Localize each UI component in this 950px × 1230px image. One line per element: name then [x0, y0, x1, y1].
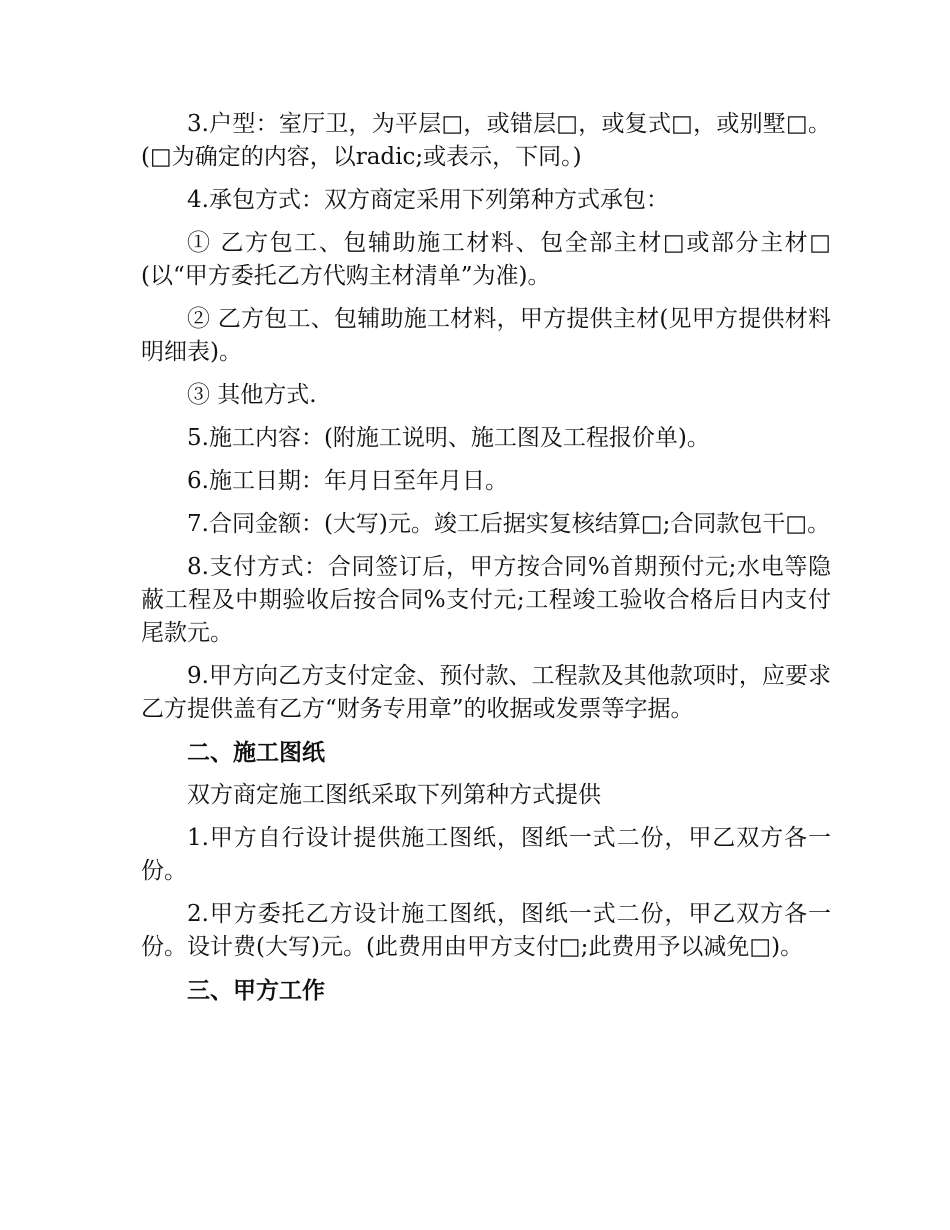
- paragraph-drawings-option-1: 1.甲方自行设计提供施工图纸，图纸一式二份，甲乙双方各一份。: [141, 825, 831, 884]
- paragraph-contract-method: 4.承包方式：双方商定采用下列第种方式承包：: [187, 187, 669, 213]
- paragraph-contract-amount: 7.合同金额：(大写)元。竣工后据实复核结算□;合同款包干□。: [187, 511, 831, 537]
- paragraph-household-type: 3.户型：室厅卫，为平层□，或错层□，或复式□，或别墅□。(□为确定的内容，以radic;或表示，下同。): [141, 111, 831, 170]
- paragraph-payment-method: 8.支付方式：合同签订后，甲方按合同%首期预付元;水电等隐蔽工程及中期验收后按合同%支付元;工程竣工验收合格后日内支付尾款元。: [141, 554, 831, 646]
- paragraph-method-option-3: ③ 其他方式.: [187, 382, 317, 408]
- document-page: [141, 108, 831, 1017]
- paragraph-drawings-intro: 双方商定施工图纸采取下列第种方式提供: [187, 782, 601, 808]
- section-heading-party-a-work: 三、甲方工作: [187, 977, 325, 1004]
- paragraph-method-option-1: ① 乙方包工、包辅助施工材料、包全部主材□或部分主材□(以“甲方委托乙方代购主材清单”为准)。: [141, 230, 831, 289]
- paragraph-method-option-2: ② 乙方包工、包辅助施工材料，甲方提供主材(见甲方提供材料明细表)。: [141, 306, 831, 365]
- paragraph-construction-content: 5.施工内容：(附施工说明、施工图及工程报价单)。: [187, 425, 710, 451]
- paragraph-drawings-option-2: 2.甲方委托乙方设计施工图纸，图纸一式二份，甲乙双方各一份。设计费(大写)元。(此费用由甲方支付□;此费用予以减免□)。: [141, 901, 831, 960]
- section-heading-drawings: 二、施工图纸: [187, 739, 325, 766]
- paragraph-receipt-requirement: 9.甲方向乙方支付定金、预付款、工程款及其他款项时，应要求乙方提供盖有乙方“财务专用章”的收据或发票等字据。: [141, 663, 831, 722]
- paragraph-construction-date: 6.施工日期：年月日至年月日。: [187, 468, 508, 494]
